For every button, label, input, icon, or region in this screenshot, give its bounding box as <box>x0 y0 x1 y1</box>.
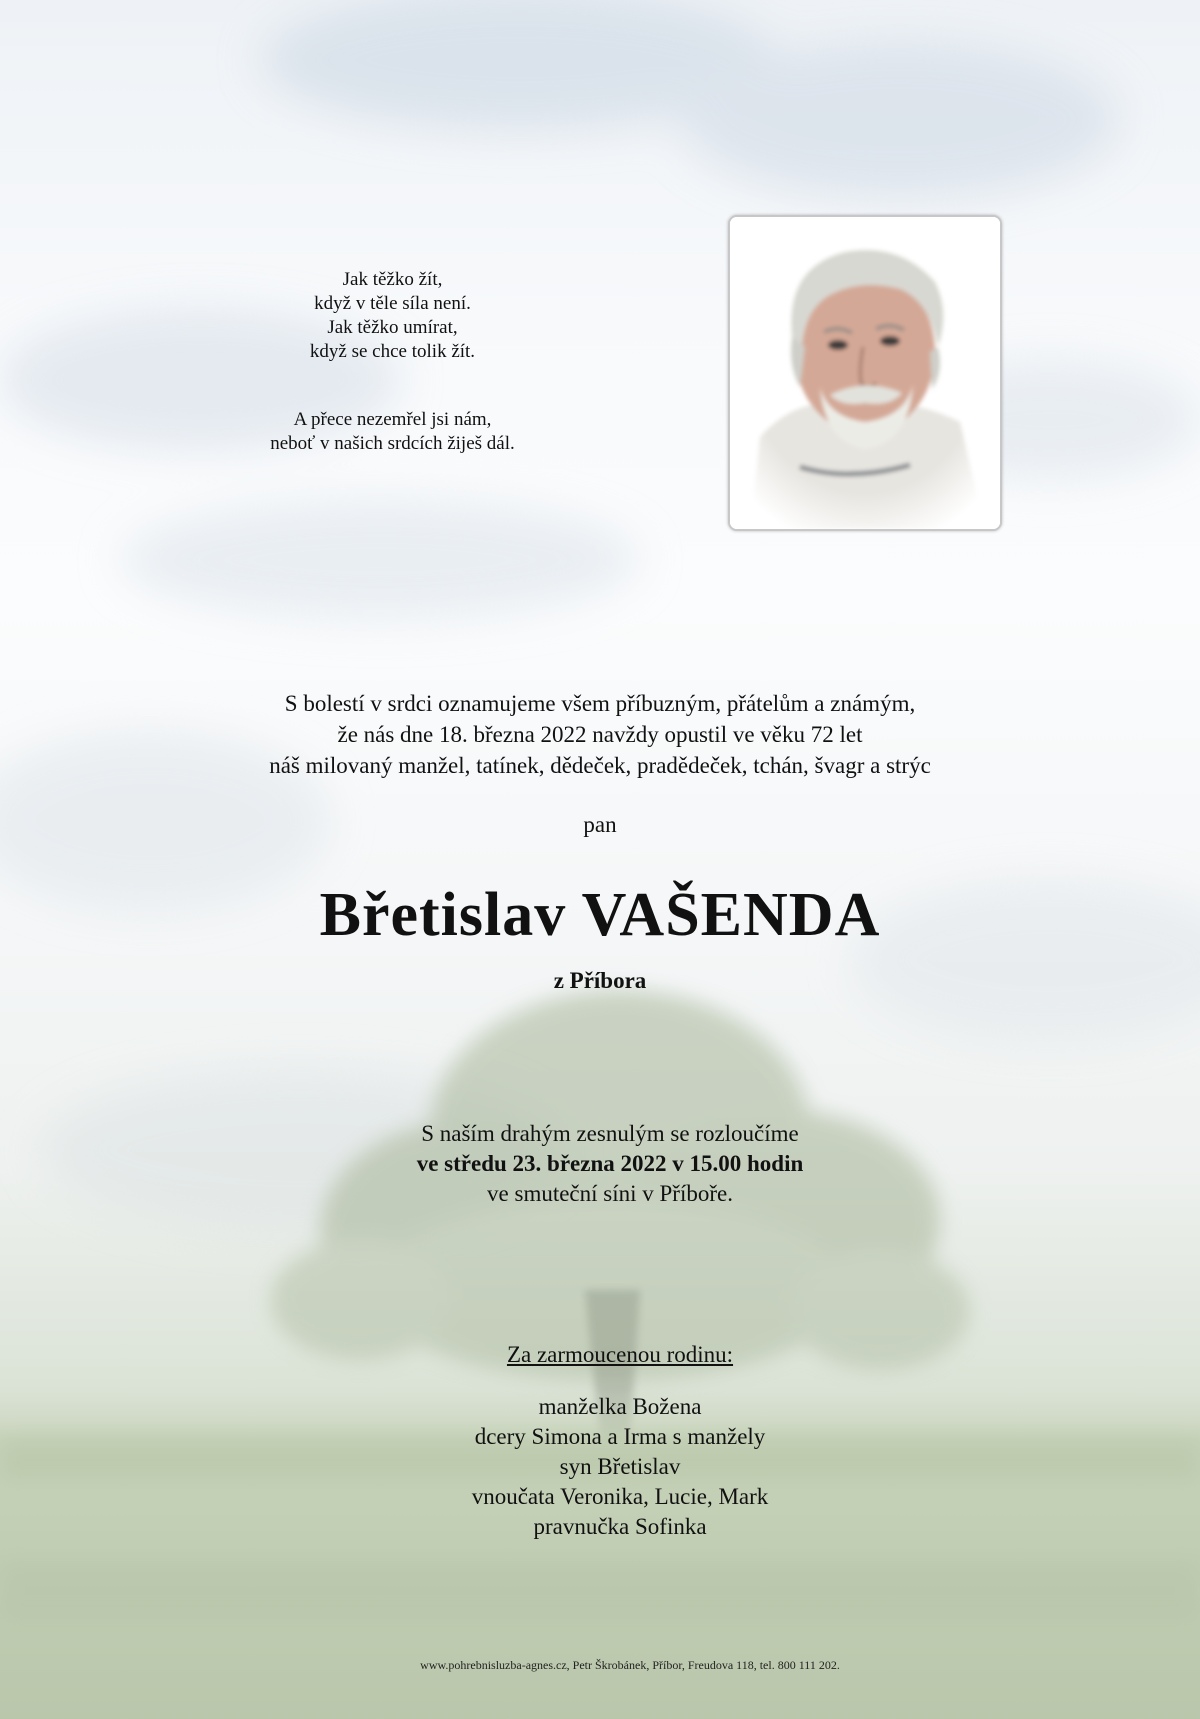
poem-line: když v těle síla není. <box>314 293 471 314</box>
family-member: vnoučata Veronika, Lucie, Mark <box>471 1484 769 1509</box>
funeral-intro: S naším drahým zesnulým se rozloučíme <box>421 1121 799 1146</box>
funeral-service-footer: www.pohrebnisluzba-agnes.cz, Petr Škrobánek, Příbor, Freudova 118, tel. 800 111 202. <box>420 1658 840 1672</box>
announcement-line: náš milovaný manžel, tatínek, dědeček, pradědeček, tchán, švagr a strýc <box>269 753 931 778</box>
poem-stanza <box>220 268 565 364</box>
poem-line: Jak těžko umírat, <box>327 317 458 338</box>
poem-line: A přece nezemřel jsi nám, <box>293 409 492 430</box>
salutation: pan <box>583 812 617 837</box>
poem-line: Jak těžko žít, <box>342 269 443 290</box>
funeral-date-time: ve středu 23. března 2022 v 15.00 hodin <box>416 1151 804 1176</box>
deceased-origin: z Příbora <box>553 968 647 993</box>
portrait-illustration <box>730 217 1000 529</box>
memorial-poem <box>220 268 565 500</box>
death-announcement <box>150 688 1050 781</box>
family-member: manželka Božena <box>538 1394 702 1419</box>
mourning-family <box>300 1340 940 1542</box>
portrait-photo <box>728 215 1002 531</box>
family-member: syn Břetislav <box>559 1454 681 1479</box>
poem-stanza <box>220 408 565 456</box>
announcement-line: S bolestí v srdci oznamujeme všem příbuzným, přátelům a známým, <box>284 691 916 716</box>
family-member: pravnučka Sofinka <box>533 1514 707 1539</box>
funeral-location: ve smuteční síni v Příboře. <box>487 1181 733 1206</box>
deceased-name: Břetislav VAŠENDA <box>319 881 881 949</box>
family-member: dcery Simona a Irma s manžely <box>474 1424 766 1449</box>
poem-line: když se chce tolik žít. <box>309 341 476 362</box>
poem-line: neboť v našich srdcích žiješ dál. <box>270 433 515 454</box>
announcement-line: že nás dne 18. března 2022 navždy opustil ve věku 72 let <box>337 722 863 747</box>
family-heading: Za zarmoucenou rodinu: <box>506 1342 734 1367</box>
funeral-details <box>250 1119 970 1209</box>
